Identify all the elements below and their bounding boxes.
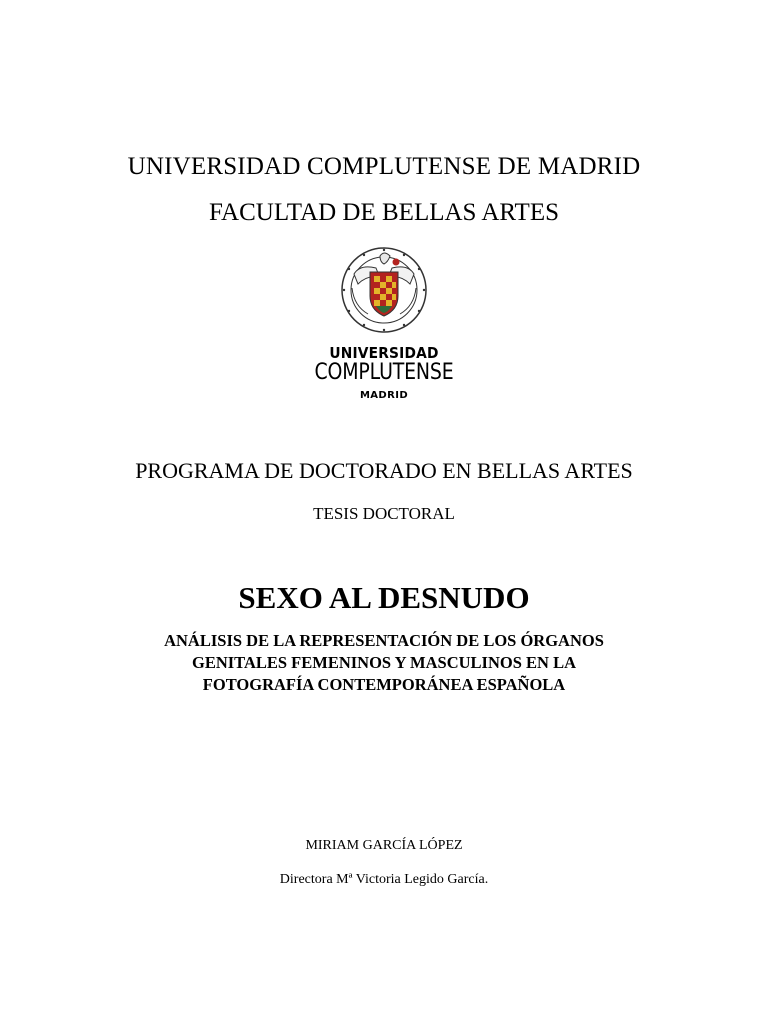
program-name: PROGRAMA DE DOCTORADO EN BELLAS ARTES [135,458,633,483]
university-logo [288,244,480,404]
logo-text-universidad: UNIVERSIDAD [329,344,439,362]
subtitle-line: FOTOGRAFÍA CONTEMPORÁNEA ESPAÑOLA [202,675,566,694]
director-name: Directora Mª Victoria Legido García. [279,872,489,887]
thesis-subtitle [100,630,668,696]
subtitle-line: ANÁLISIS DE LA REPRESENTACIÓN DE LOS ÓRGANOS [164,631,604,650]
logo-text-madrid: MADRID [359,390,409,401]
logo-text-complutense: COMPLUTENSE [314,360,454,385]
document-type: TESIS DOCTORAL [313,504,455,523]
university-name: UNIVERSIDAD COMPLUTENSE DE MADRID [127,153,641,180]
faculty-name: FACULTAD DE BELLAS ARTES [209,199,559,226]
university-seal-icon [288,244,480,344]
thesis-title: SEXO AL DESNUDO [238,580,530,615]
author-name: MIRIAM GARCÍA LÓPEZ [305,838,463,853]
subtitle-line: GENITALES FEMENINOS Y MASCULINOS EN LA [192,653,576,672]
